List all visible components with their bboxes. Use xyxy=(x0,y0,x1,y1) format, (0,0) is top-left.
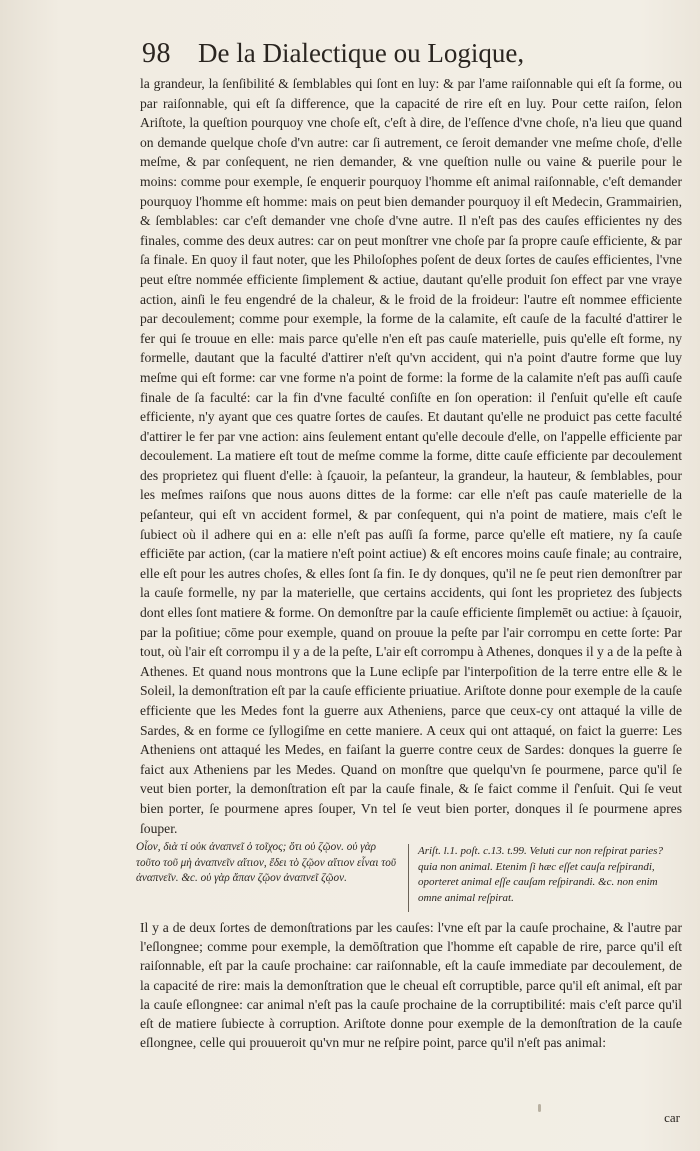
body-paragraph-2: Il y a de deux ſortes de demonſtrations par les cauſes: l'vne eſt par la cauſe prochaine, & l'autre par l'eſlongnee; comme pour exemple, la demōſtration que l'homme eſt capable de rire, parce qu'il eſt raiſonnable, eſt par la cauſe prochaine: car raiſonnable, eſt la cauſe immediate par decoulement, de la capacité de rire: mais la demonſtration que le cheual eſt corruptible, parce qu'il eſt animal, eſt par la cauſe eſlongnee: car animal n'eſt pas la cauſe prochaine de la corruptibilité: mais c'eſt parce qu'il eſt de matiere ſubiecte à corruption. Ariſtote donne pour exemple de la demonſtration de la cauſe eſlongnee, celle qui prouueroit qu'vn mur ne reſpire point, parce qu'il n'eſt pas animal: xyxy=(140,920,682,1051)
page-number: 98 xyxy=(142,38,171,69)
paper-speck xyxy=(538,1104,541,1112)
greek-quotation: Οἷον, διὰ τί οὐκ ἀναπνεῖ ὁ τοῖχος; ὅτι οὐ ζῷον. οὐ γὰρ τοῦτο τοῦ μὴ ἀναπνεῖν αἴτιον, ἔδει τὸ ζῷον αἴτιον εἶναι τοῦ ἀναπνεῖν. &c. οὐ γὰρ ἅπαν ζῷον ἀναπνεῖ ζῷον. xyxy=(136,841,396,884)
latin-quotation: Ariſt. l.1. poſt. c.13. t.99. Veluti cur non reſpirat paries? quia non animal. Etenim ſi hæc eſſet cauſa reſpirandi, oporteret animal eſſe cauſam reſpirandi. &c. non enim omne animal reſpirat. xyxy=(418,845,663,904)
body-paragraph: la grandeur, la ſenſibilité & ſemblables qui ſont en luy: & par l'ame raiſonnable qui eſt ſa forme, ou par raiſonnable, qui eſt ſa difference, que la capacité de rire eſt en luy. Pour cette raiſon, ſelon Ariſtote, la queſtion pourquoy vne choſe eſt, c'eſt à dire, de l'eſſence d'vne choſe, n'a lieu que quand on demande quelque choſe d'vn autre: car ſi autrement, ce ſeroit demander vne meſme choſe, d'elle meſme, & par conſequent, ne rien demander, & vne queſtion nulle ou vaine & puerile pour le moins: comme pour exemple, ſe enquerir pourquoy l'homme eſt animal raiſonnable, c'eſt demander pourquoy l'homme eſt homme: mais on peut bien demander pourquoy il eſt Medecin, Grammairien, & ſemblables: car c'eſt demander vne choſe d'vne autre. Il n'eſt pas des cauſes efficientes ny des finales, comme des deux autres: car on peut monſtrer vne choſe par ſa propre cauſe efficiente, & par ſa finale. En quoy il faut noter, que les Philoſophes poſent de deux ſortes de cauſes efficientes, l'vne peut eſtre nommée efficiente ſimplement & actiue, dautant qu'elle produit ſon effect par vne vraye action, ainſi le feu engendré de la chaleur, & le froid de la froideur: l'autre eſt nommee efficiente par decoulement; comme pour exemple, la forme de la calamite, eſt cauſe de la faculté d'attirer le fer qui ſe trouue en elle: mais parce qu'elle n'en eſt pas cauſe materielle, puis qu'elle eſt forme, ny formelle, dautant que la faculté d'attirer n'eſt qu'vn accident, qui n'a point d'autre forme que luy meſme qui eſt forme: car vne forme n'a point de forme: la forme de la calamite n'eſt pas auſſi cauſe finale de ſa faculté: car la fin d'vne faculté conſiſte en ſon operation: il ſ'enſuit qu'elle eſt cauſe efficiente, n'y ayant que ces quatre ſortes de cauſes. Et dautant qu'elle ne produict pas cette faculté d'attirer le fer par vne action: ains ſeulement entant qu'elle decoule d'elle, on l'appelle efficiente par decoulement. La matiere eſt tout de meſme comme la forme, ditte cauſe efficiente par decoulement des proprietez qui fluent d'elle: à ſçauoir, la peſanteur, la grandeur, la hauteur, & ſemblables, pour les meſmes raiſons que nous auons dittes de la forme: car elle n'eſt pas cauſe materielle de la peſanteur, qui eſt vn accident formel, & par conſequent, qui n'a point de matiere, mais c'eſt le ſubiect où il adhere qui en a: elle n'eſt pas auſſi ſa forme, parce qu'elle eſt matiere, ny ſa cauſe efficiēte par action, (car la matiere n'eſt point actiue) & eſt encores moins cauſe finale; au contraire, elle eſt pour les autres choſes, & elles ſont ſa fin. Ie dy donques, qu'il ne ſe peut rien demonſtrer par la cauſe formelle, ny par la materielle, que certains accidents, qui ſont les proprietez des ſubjects dont elles ſont matiere & forme. On demonſtre par la cauſe efficiente ſimplemēt ou actiue: à ſçauoir, par la poſitiue; cōme pour exemple, quand on prouue la peſte par l'air corrompu en cette ſorte: Par tout, où l'air eſt corrompu il y a de la peſte, L'air eſt corrompu à Athenes, donques il y a de la peſte à Athenes. Et quand nous montrons que la Lune eclipſe par l'interpoſition de la terre entre elle & le Soleil, la demonſtration eſt par la cauſe efficiente priuatiue. Ariſtote donne pour exemple de la cauſe efficiente que les Medes font la guerre aux Atheniens, parce que ceux-cy ont attaqué la ville de Sardes, & en forme ce ſyllogiſme en cette maniere. A ceux qui ont attaqué, on faict la guerre: Les Atheniens ont attaqué les Medes, en faiſant la guerre contre ceux de Sardes: donques la guerre ſe faict aux Atheniens par les Medes. Quand on monſtre que quelqu'vn ſe pourmene, parce qu'il ſe veut bien porter, la demonſtration eſt par la cauſe finale, & ſe faict comme il ſ'enſuit. Qui ſe veut bien porter, ſe pourmene apres ſouper, Vn tel ſe veut bien porter, donques il ſe pourmene apres ſouper. xyxy=(140,76,682,836)
note-divider xyxy=(408,844,409,912)
marginal-notes xyxy=(136,840,686,916)
catchword: car xyxy=(664,1110,680,1125)
running-title: De la Dialectique ou Logique, xyxy=(198,38,525,68)
page-header xyxy=(142,38,682,78)
